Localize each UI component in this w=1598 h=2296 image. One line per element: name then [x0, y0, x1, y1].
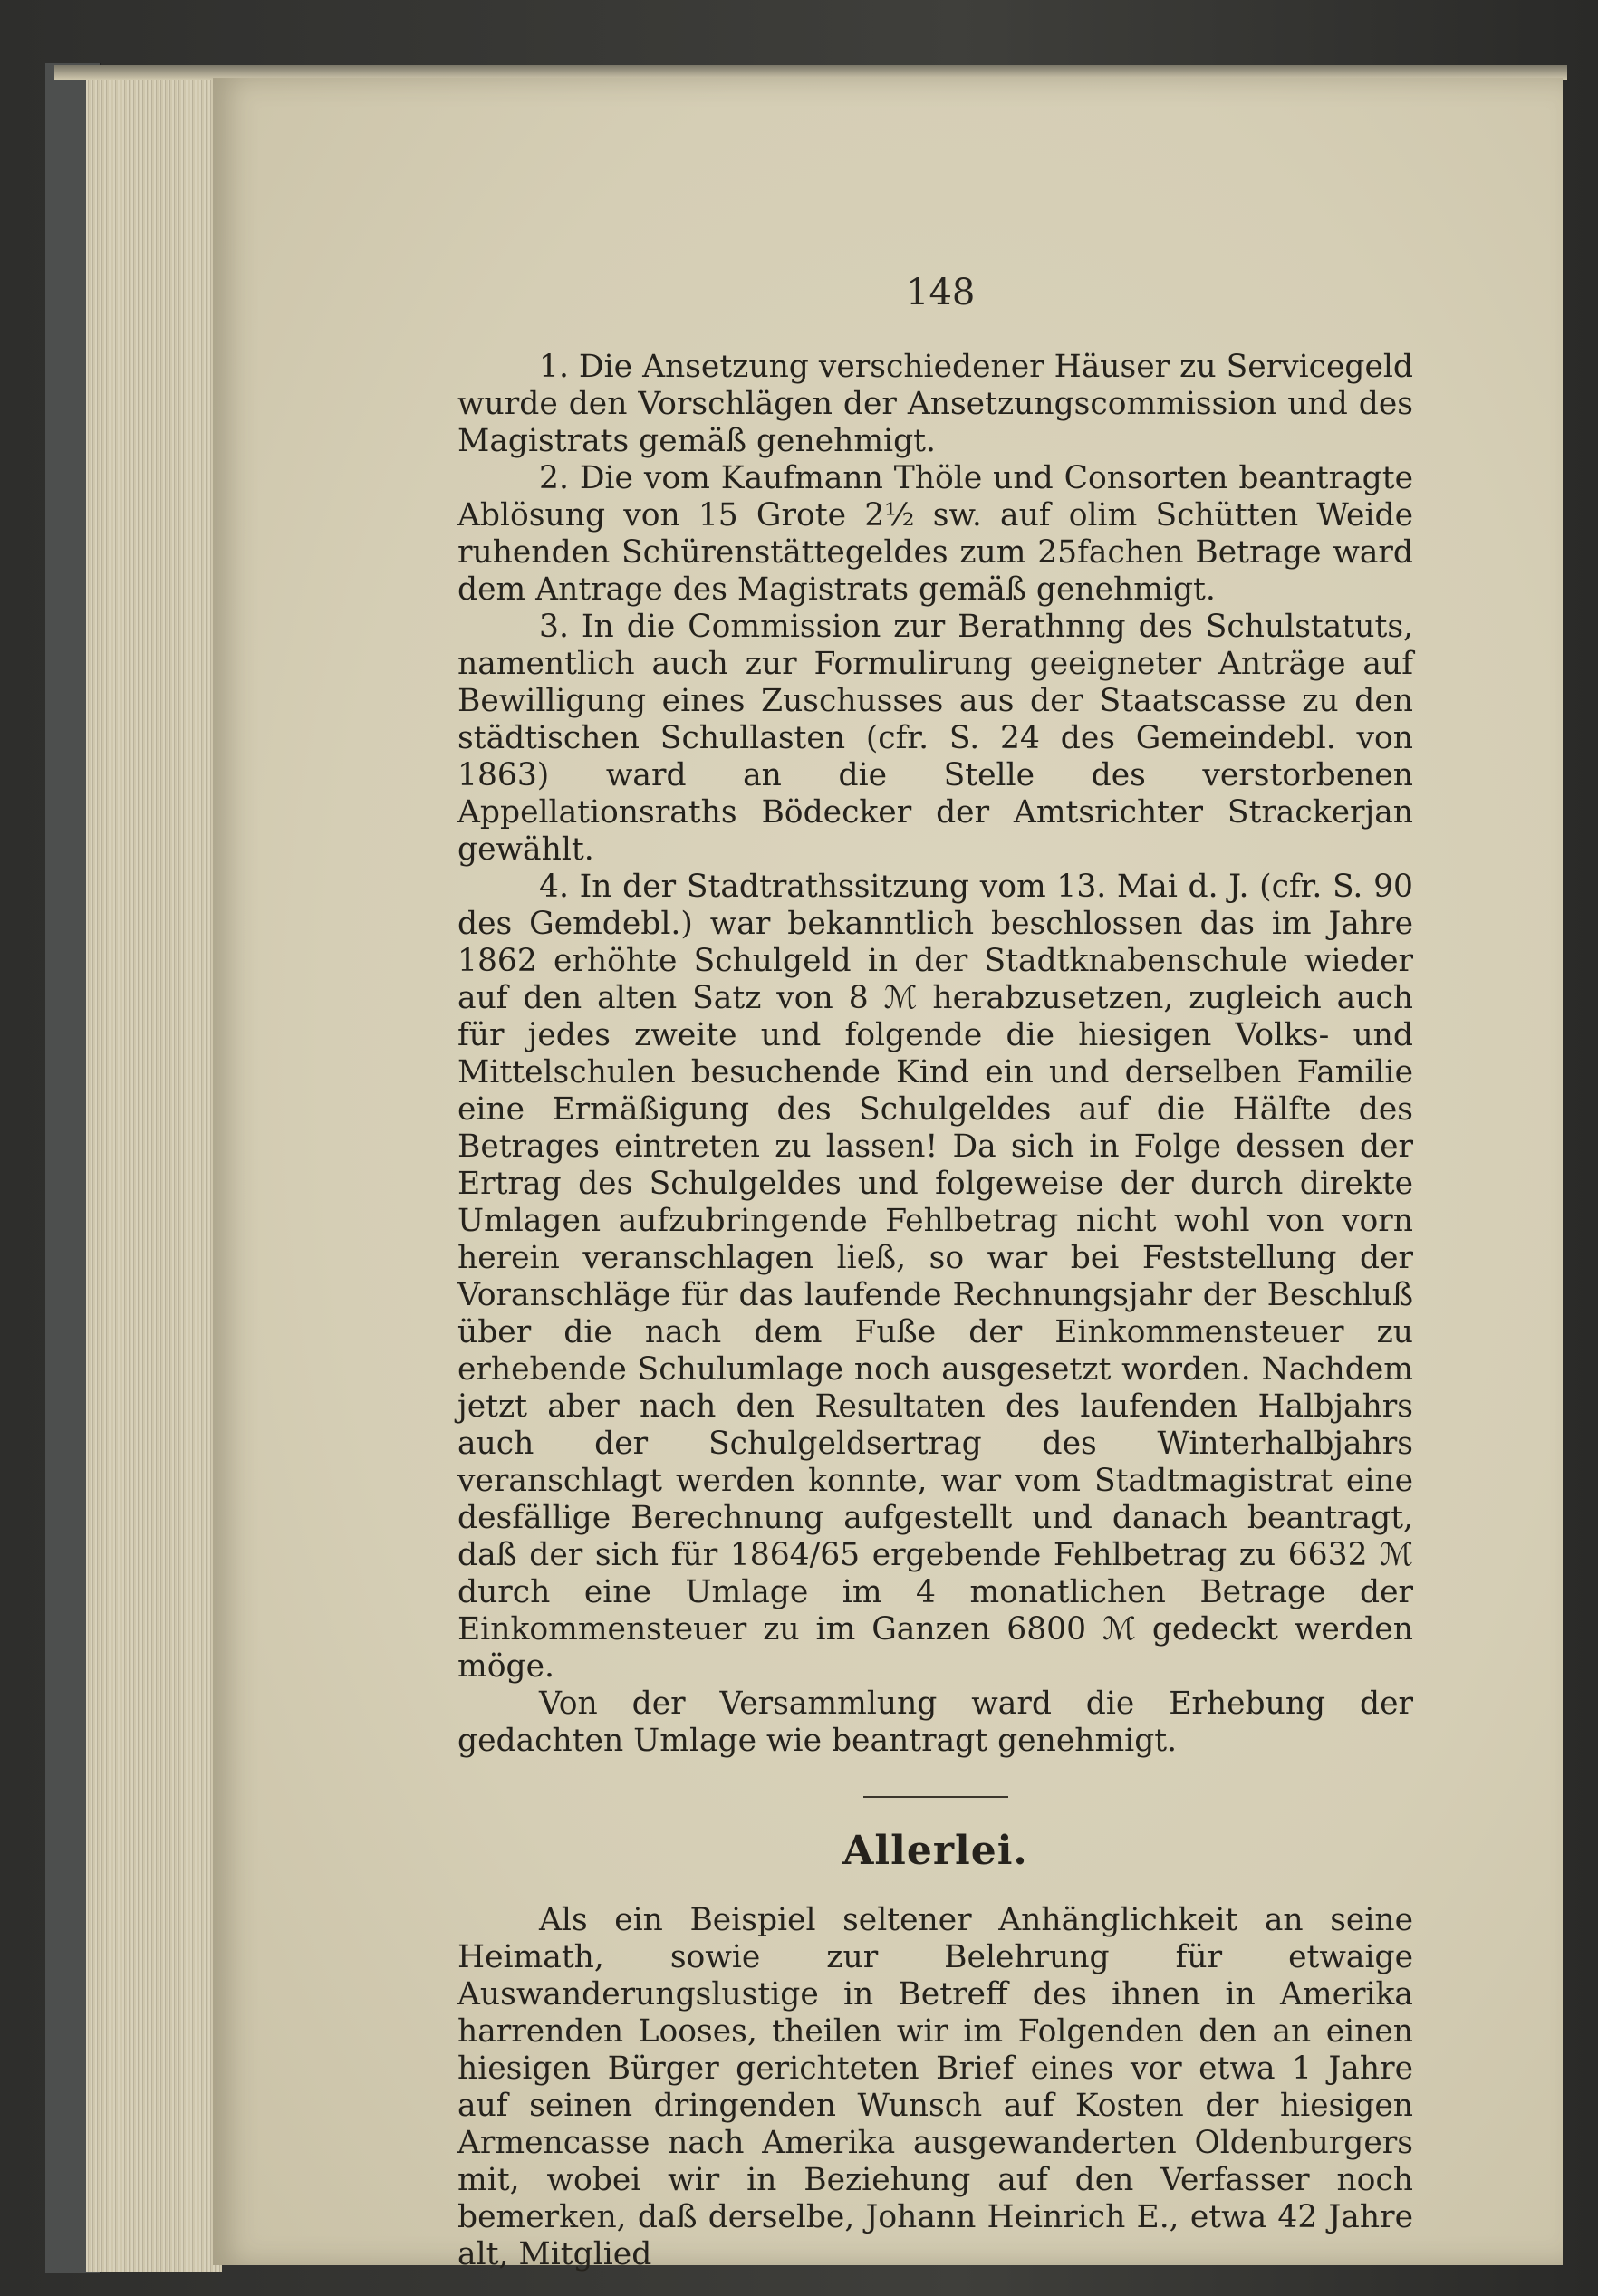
page-stack-edge [86, 71, 222, 2272]
page-number: 148 [906, 272, 976, 313]
section-divider [863, 1796, 1008, 1798]
section-paragraph: Als ein Beispiel seltener Anhänglichkeit an seine Heimath, sowie zur Belehrung für etwaige Auswanderungslustige in Betreff des ihnen in Amerika harrenden Looses, theilen wir im Folgenden den an einen hiesigen Bürger gerichteten Brief eines vor etwa 1 Jahre auf seinen dringenden Wunsch auf Kosten der hiesigen Armencasse nach Amerika ausgewanderten Oldenburgers mit, wobei wir in Beziehung auf den Verfasser noch bemerken, daß derselbe, Johann Heinrich E., etwa 42 Jahre alt, Mitglied [457, 1902, 1413, 2272]
main-text [457, 349, 1413, 2273]
paragraph-3: 3. In die Commission zur Berathnng des Schulstatuts, namentlich auch zur Formulirung geeigneter Anträge auf Bewilligung eines Zuschusses aus der Staatscasse zu den städtischen Schullasten (cfr. S. 24 des Gemeindebl. von 1863) ward an die Stelle des verstorbenen Appellationsraths Bödecker der Amtsrichter Strackerjan gewählt. [457, 609, 1413, 868]
section-heading: Allerlei. [842, 1828, 1028, 1874]
paragraph-4: 4. In der Stadtrathssitzung vom 13. Mai d. J. (cfr. S. 90 des Gemdebl.) war bekanntlich beschlossen das im Jahre 1862 erhöhte Schulgeld in der Stadtknabenschule wieder auf den alten Satz von 8 ℳ herabzusetzen, zugleich auch für jedes zweite und folgende die hiesigen Volks- und Mittelschulen besuchende Kind ein und derselben Familie eine Ermäßigung des Schulgeldes auf die Hälfte des Betrages eintreten zu lassen! Da sich in Folge dessen der Ertrag des Schulgeldes und folgeweise der durch direkte Umlagen aufzubringende Fehlbetrag nicht wohl von vorn herein veranschlagen ließ, so war bei Feststellung der Voranschläge für das laufende Rechnungsjahr der Beschluß über die nach dem Fuße der Einkommensteuer zu erhebende Schulumlage noch ausgesetzt worden. Nachdem jetzt aber nach den Resultaten des laufenden Halbjahrs auch der Schulgeldsertrag des Winterhalbjahrs veranschlagt werden konnte, war vom Stadtmagistrat eine desfällige Berechnung aufgestellt und danach beantragt, daß der sich für 1864/65 ergebende Fehlbetrag zu 6632 ℳ durch eine Umlage im 4 monatlichen Betrage der Einkommensteuer zu im Ganzen 6800 ℳ gedeckt werden möge. [457, 869, 1413, 1685]
paragraph-2: 2. Die vom Kaufmann Thöle und Consorten beantragte Ablösung von 15 Grote 2½ sw. auf olim Schütten Weide ruhenden Schürenstättegeldes zum 25fachen Betrage ward dem Antrage des Magistrats gemäß genehmigt. [457, 460, 1413, 608]
paragraph-5: Von der Versammlung ward die Erhebung der gedachten Umlage wie beantragt genehmigt. [457, 1686, 1413, 1759]
paragraph-1: 1. Die Ansetzung verschiedener Häuser zu Servicegeld wurde den Vorschlägen der Ansetzungscommission und des Magistrats gemäß genehmigt. [457, 349, 1413, 459]
